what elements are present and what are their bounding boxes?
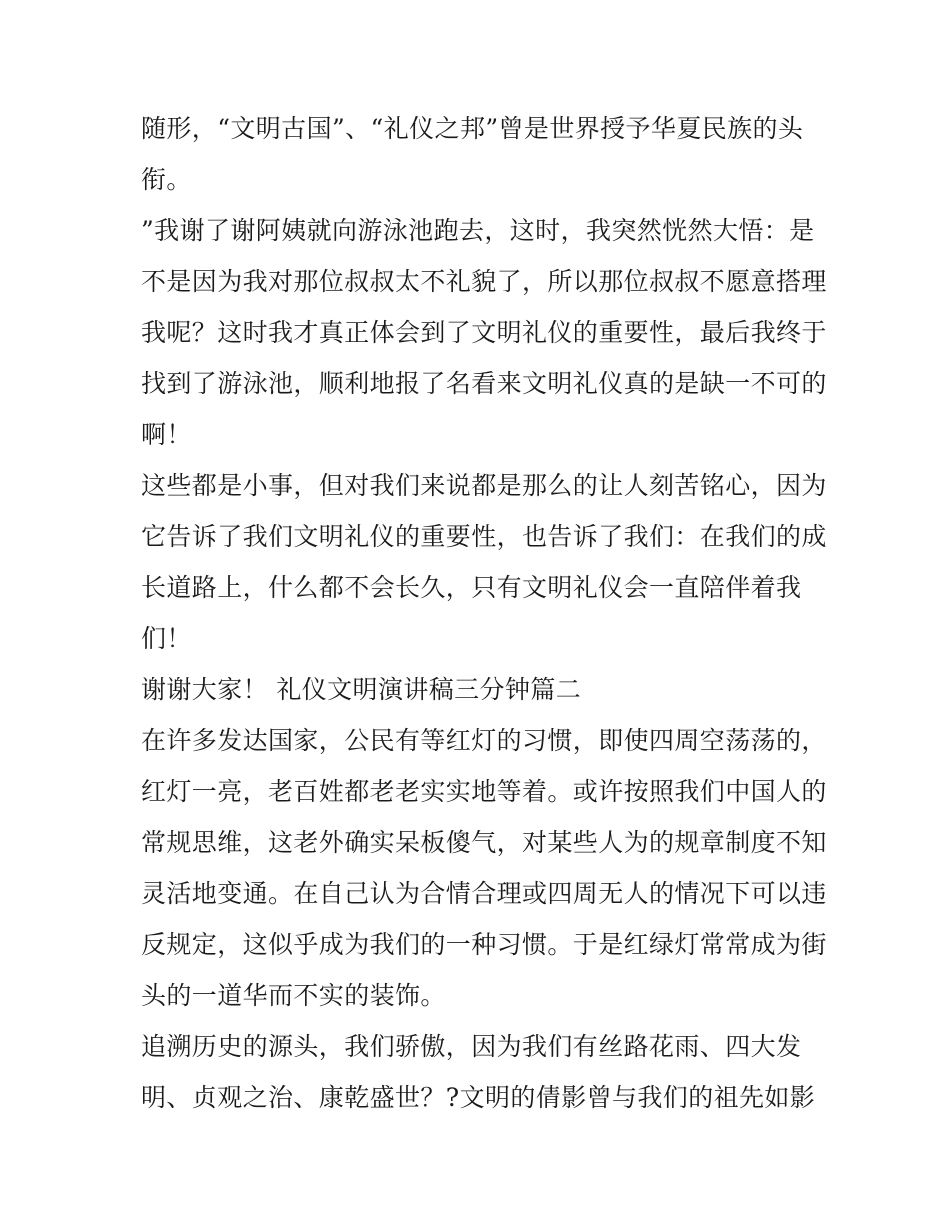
text-line: 追溯历史的源头，我们骄傲，因为我们有丝路花雨、四大发 [141,1032,802,1061]
text-line: 找到了游泳池，顺利地报了名看来文明礼仪真的是缺一不可的 [141,369,827,398]
text-line: 头的一道华而不实的装饰。 [141,981,446,1010]
text-line: 我呢？这时我才真正体会到了文明礼仪的重要性，最后我终于 [141,318,827,347]
text-line: 不是因为我对那位叔叔太不礼貌了，所以那位叔叔不愿意搭理 [141,267,827,296]
document-body [141,103,827,1123]
text-line: 们！ [141,624,192,653]
text-line: 衔。 [141,165,192,194]
text-line: 常规思维，这老外确实呆板傻气，对某些人为的规章制度不知 [141,828,827,857]
text-line: ”我谢了谢阿姨就向游泳池跑去，这时，我突然恍然大悟：是 [141,216,815,245]
text-line: 它告诉了我们文明礼仪的重要性，也告诉了我们：在我们的成 [141,522,827,551]
text-line: 随形，“文明古国”、“礼仪之邦”曾是世界授予华夏民族的头 [141,114,804,143]
text-line: 啊！ [141,420,192,449]
text-line: 在许多发达国家，公民有等红灯的习惯，即使四周空荡荡的， [141,726,827,755]
section-heading: 谢谢大家！ 礼仪文明演讲稿三分钟篇二 [141,675,582,704]
text-line: 灵活地变通。在自己认为合情合理或四周无人的情况下可以违 [141,879,827,908]
text-line: 长道路上，什么都不会长久，只有文明礼仪会一直陪伴着我 [141,573,802,602]
text-line: 反规定，这似乎成为我们的一种习惯。于是红绿灯常常成为街 [141,930,827,959]
text-line: 这些都是小事，但对我们来说都是那么的让人刻苦铭心，因为 [141,471,827,500]
text-line: 明、贞观之治、康乾盛世？?文明的倩影曾与我们的祖先如影 [141,1083,816,1112]
text-line: 红灯一亮，老百姓都老老实实地等着。或许按照我们中国人的 [141,777,827,806]
